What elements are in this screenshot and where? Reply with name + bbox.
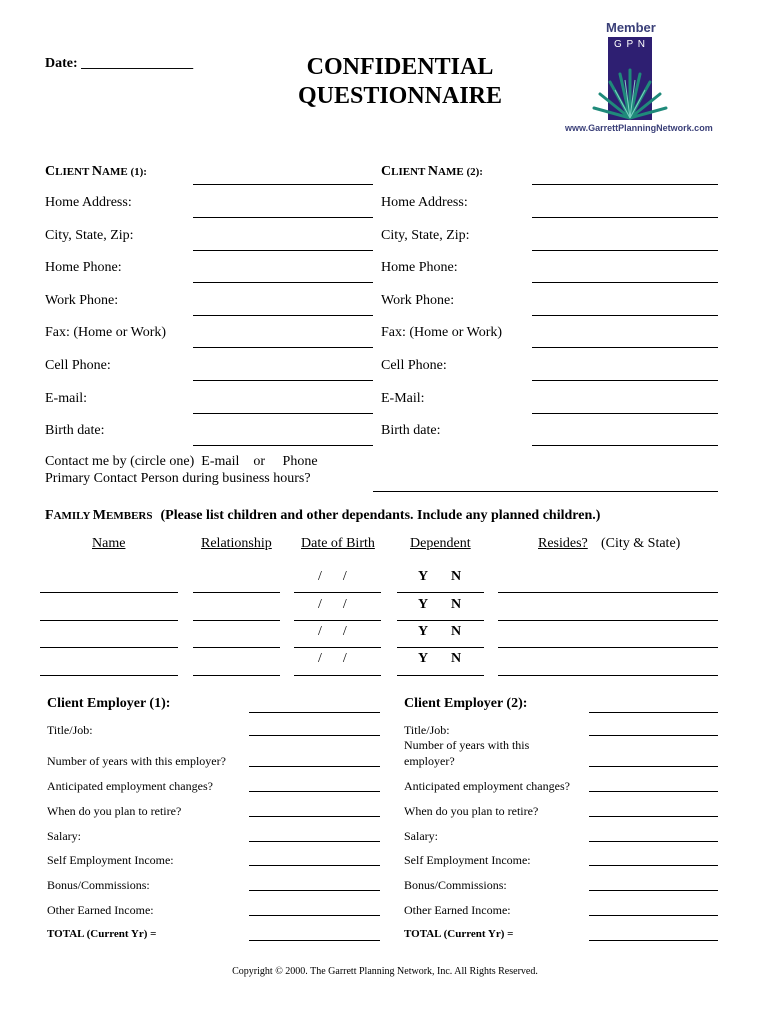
client2-work-phone-field[interactable] [532, 315, 718, 316]
employer2-other-income-label: Other Earned Income: [404, 903, 511, 917]
client1-home-address-field[interactable] [193, 217, 373, 218]
client1-fax-label: Fax: (Home or Work) [45, 325, 167, 340]
client1-label-n: N [91, 164, 103, 179]
client1-label-ame: AME (1): [102, 166, 147, 178]
client1-email-field[interactable] [193, 413, 373, 414]
client1-city-state-zip-label: City, State, Zip: [45, 228, 134, 243]
gpn-member-logo [565, 20, 713, 135]
employer1-heading: Client Employer (1): [47, 696, 171, 711]
employer1-other-income-label: Other Earned Income: [47, 903, 154, 917]
family-row-3-name-field[interactable] [40, 647, 178, 648]
employer2-other-income-field[interactable] [589, 915, 718, 916]
employer2-salary-field[interactable] [589, 841, 718, 842]
employer2-years-field[interactable] [589, 766, 718, 767]
family-row-2-resides-field[interactable] [498, 620, 718, 621]
family-row-1-dependent-no[interactable]: N [451, 569, 462, 584]
employer2-years-label-line2: employer? [404, 754, 455, 768]
employer1-total-field[interactable] [249, 940, 380, 941]
employer1-retire-field[interactable] [249, 816, 380, 817]
family-row-3-dependent-yes[interactable]: Y [418, 624, 429, 639]
client1-cell-phone-field[interactable] [193, 380, 373, 381]
family-row-4-dependent-no[interactable]: N [451, 651, 462, 666]
copyright-notice: Copyright © 2000. The Garrett Planning Network, Inc. All Rights Reserved. [232, 966, 538, 977]
employer2-total-field[interactable] [589, 940, 718, 941]
employer1-total-label: TOTAL (Current Yr) = [47, 928, 157, 940]
client1-label-c: C [45, 164, 56, 179]
client1-birth-date-field[interactable] [193, 445, 373, 446]
client2-home-phone-label: Home Phone: [381, 260, 458, 275]
client2-city-state-zip-field[interactable] [532, 250, 718, 251]
client2-email-label: E-Mail: [381, 391, 425, 406]
employer1-bonus-field[interactable] [249, 890, 380, 891]
col-header-dependent: Dependent [410, 536, 471, 551]
employer2-years-label-line1: Number of years with this [404, 738, 530, 752]
client2-label-c: C [381, 164, 392, 179]
client1-birth-date-label: Birth date: [45, 423, 105, 438]
employer1-bonus-label: Bonus/Commissions: [47, 878, 150, 892]
employer1-other-income-field[interactable] [249, 915, 380, 916]
col-header-resides: Resides? [538, 536, 588, 551]
client2-name-label [381, 162, 483, 180]
employer1-name-field[interactable] [249, 712, 380, 713]
employer1-years-label: Number of years with this employer? [47, 754, 226, 768]
family-row-3-relationship-field[interactable] [193, 647, 280, 648]
employer1-title-job-field[interactable] [249, 735, 380, 736]
family-row-4-resides-field[interactable] [498, 675, 718, 676]
client1-email-label: E-mail: [45, 391, 87, 406]
family-row-3-dob-slashes: / / [318, 624, 347, 639]
family-row-1-resides-field[interactable] [498, 592, 718, 593]
client2-cell-phone-label: Cell Phone: [381, 358, 447, 373]
family-row-2-dependent-field[interactable] [397, 620, 484, 621]
family-row-4-dependent-yes[interactable]: Y [418, 651, 429, 666]
logo-burst-icon [590, 60, 670, 120]
employer2-heading: Client Employer (2): [404, 696, 528, 711]
primary-contact-field[interactable] [373, 491, 718, 492]
col-header-name: Name [92, 536, 126, 551]
employer1-salary-label: Salary: [47, 829, 81, 843]
employer1-self-employment-field[interactable] [249, 865, 380, 866]
client1-home-phone-label: Home Phone: [45, 260, 122, 275]
employer2-changes-field[interactable] [589, 791, 718, 792]
client1-cell-phone-label: Cell Phone: [45, 358, 111, 373]
client2-birth-date-field[interactable] [532, 445, 718, 446]
logo-gpn-text: G P N [613, 39, 647, 50]
client2-home-address-field[interactable] [532, 217, 718, 218]
family-row-2-dob-slashes: / / [318, 597, 347, 612]
logo-member-text: Member [606, 20, 656, 35]
family-members-heading [45, 506, 600, 524]
family-row-1-dependent-field[interactable] [397, 592, 484, 593]
date-field[interactable]: Date: ________________ [45, 56, 194, 71]
family-row-3-resides-field[interactable] [498, 647, 718, 648]
family-heading-note: (Please list children and other dependants. Include any planned children.) [160, 508, 601, 523]
employer2-salary-label: Salary: [404, 829, 438, 843]
family-row-4-name-field[interactable] [40, 675, 178, 676]
client2-email-field[interactable] [532, 413, 718, 414]
family-row-2-dob-field[interactable] [294, 620, 381, 621]
client1-work-phone-field[interactable] [193, 315, 373, 316]
family-row-4-dob-field[interactable] [294, 675, 381, 676]
title-line-1: CONFIDENTIAL [306, 54, 494, 80]
family-row-3-dependent-no[interactable]: N [451, 624, 462, 639]
employer2-bonus-label: Bonus/Commissions: [404, 878, 507, 892]
employer1-retire-label: When do you plan to retire? [47, 804, 182, 818]
employer2-self-employment-label: Self Employment Income: [404, 853, 531, 867]
client1-label-lient: LIENT [55, 166, 92, 178]
client2-label-lient: LIENT [391, 166, 428, 178]
client1-fax-field[interactable] [193, 347, 373, 348]
employer1-title-job-label: Title/Job: [47, 723, 93, 737]
family-row-2-dependent-no[interactable]: N [451, 597, 462, 612]
client2-work-phone-label: Work Phone: [381, 293, 455, 308]
employer2-changes-label: Anticipated employment changes? [404, 779, 570, 793]
client1-name-label [45, 162, 147, 180]
family-row-3-dob-field[interactable] [294, 647, 381, 648]
employer1-self-employment-label: Self Employment Income: [47, 853, 174, 867]
family-row-1-name-field[interactable] [40, 592, 178, 593]
col-header-date-of-birth: Date of Birth [301, 536, 375, 551]
col-header-relationship: Relationship [201, 536, 272, 551]
client1-home-phone-field[interactable] [193, 282, 373, 283]
family-row-3-dependent-field[interactable] [397, 647, 484, 648]
client2-fax-label: Fax: (Home or Work) [381, 325, 503, 340]
family-row-2-dependent-yes[interactable]: Y [418, 597, 429, 612]
employer1-changes-label: Anticipated employment changes? [47, 779, 213, 793]
title-line-2: QUESTIONNAIRE [297, 83, 503, 109]
employer2-name-field[interactable] [589, 712, 718, 713]
family-row-4-relationship-field[interactable] [193, 675, 280, 676]
family-heading-embers: EMBERS [106, 510, 153, 522]
family-row-4-dependent-field[interactable] [397, 675, 484, 676]
primary-contact-question: Primary Contact Person during business hours? [45, 471, 311, 486]
employer2-bonus-field[interactable] [589, 890, 718, 891]
family-row-1-dob-field[interactable] [294, 592, 381, 593]
client1-city-state-zip-field[interactable] [193, 250, 373, 251]
page-title [270, 53, 530, 111]
client2-label-n: N [427, 164, 439, 179]
client2-birth-date-label: Birth date: [381, 423, 441, 438]
client1-home-address-label: Home Address: [45, 195, 132, 210]
family-row-2-name-field[interactable] [40, 620, 178, 621]
employer1-salary-field[interactable] [249, 841, 380, 842]
client2-cell-phone-field[interactable] [532, 380, 718, 381]
employer2-self-employment-field[interactable] [589, 865, 718, 866]
employer2-total-label: TOTAL (Current Yr) = [404, 928, 514, 940]
family-heading-f: F [45, 508, 54, 523]
employer2-title-job-field[interactable] [589, 735, 718, 736]
client2-label-ame: AME (2): [438, 166, 483, 178]
employer1-years-field[interactable] [249, 766, 380, 767]
client1-name-field[interactable] [193, 184, 373, 185]
family-row-1-relationship-field[interactable] [193, 592, 280, 593]
employer2-retire-label: When do you plan to retire? [404, 804, 539, 818]
client2-home-phone-field[interactable] [532, 282, 718, 283]
family-row-2-relationship-field[interactable] [193, 620, 280, 621]
client2-fax-field[interactable] [532, 347, 718, 348]
contact-preference-text: Contact me by (circle one) E-mail or Phone [45, 454, 318, 469]
family-heading-m: M [92, 508, 107, 523]
employer2-retire-field[interactable] [589, 816, 718, 817]
col-header-city-state: (City & State) [601, 536, 681, 551]
employer1-changes-field[interactable] [249, 791, 380, 792]
client2-name-field[interactable] [532, 184, 718, 185]
family-heading-amily: AMILY [53, 510, 93, 522]
employer2-title-job-label: Title/Job: [404, 723, 450, 737]
family-row-4-dob-slashes: / / [318, 651, 347, 666]
client2-home-address-label: Home Address: [381, 195, 468, 210]
client2-city-state-zip-label: City, State, Zip: [381, 228, 470, 243]
logo-url: www.GarrettPlanningNetwork.com [565, 123, 713, 133]
family-row-1-dependent-yes[interactable]: Y [418, 569, 429, 584]
client1-work-phone-label: Work Phone: [45, 293, 119, 308]
family-row-1-dob-slashes: / / [318, 569, 347, 584]
